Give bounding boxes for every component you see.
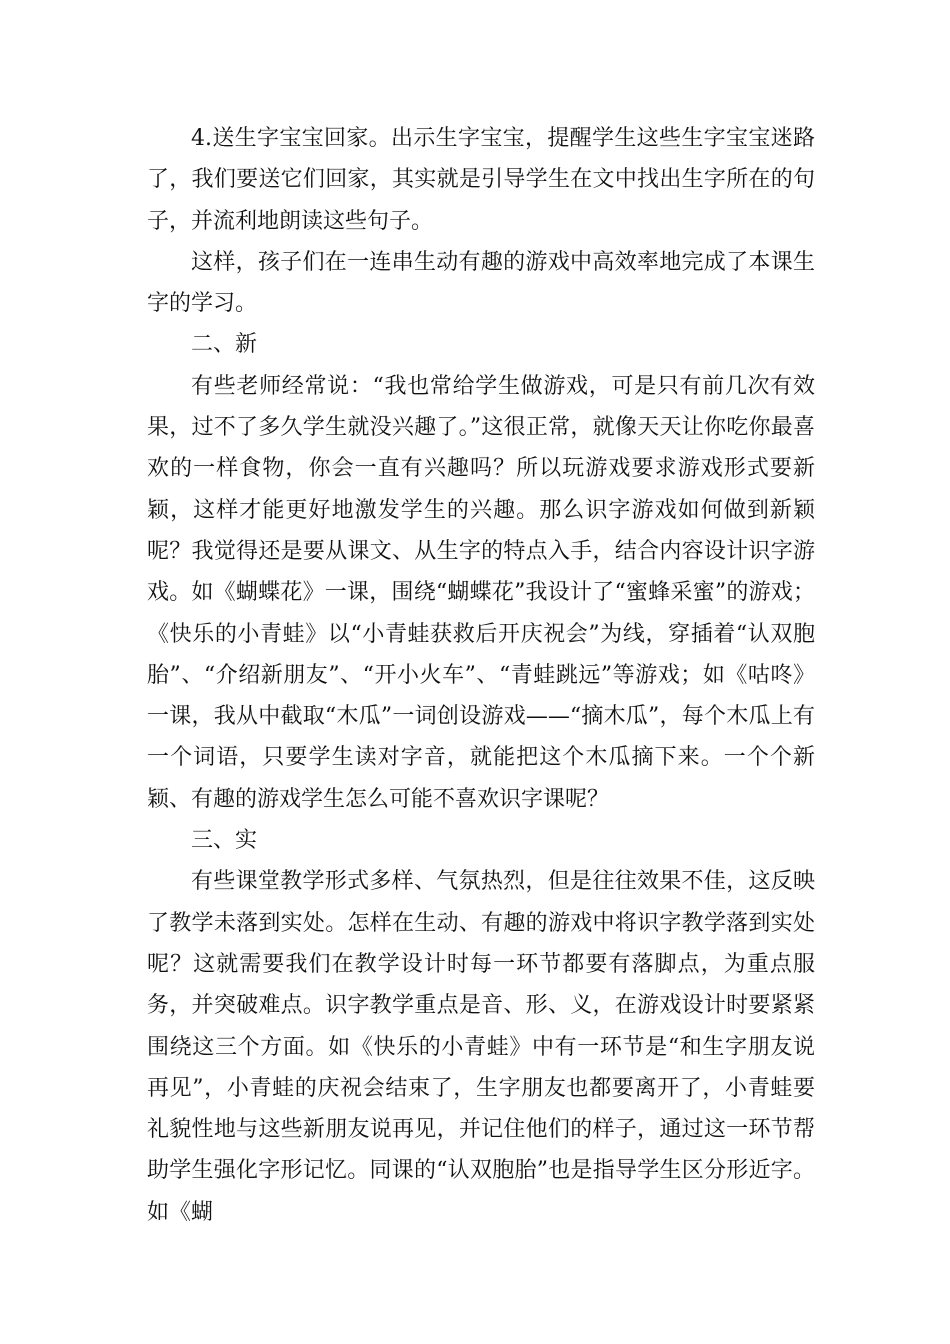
document-body — [147, 118, 815, 1233]
section-heading-practical: 三、实 — [191, 828, 258, 854]
paragraph-send-characters-home: 4.送生字宝宝回家。出示生字宝宝，提醒学生这些生字宝宝迷路了，我们要送它们回家，其实就是引导学生在文中找出生字所在的句子，并流利地朗读这些句子。 — [147, 126, 815, 234]
section-heading-new: 二、新 — [191, 332, 258, 358]
paragraph-practical: 有些课堂教学形式多样、气氛热烈，但是往往效果不佳，这反映了教学未落到实处。怎样在生动、有趣的游戏中将识字教学落到实处呢？这就需要我们在教学设计时每一环节都要有落脚点，为重点服务，并突破难点。识字教学重点是音、形、义，在游戏设计时要紧紧围绕这三个方面。如《快乐的小青蛙》中有一环节是“和生字朋友说再见”，小青蛙的庆祝会结束了，生字朋友也都要离开了，小青蛙要礼貌性地与这些新朋友说再见，并记住他们的样子，通过这一环节帮助学生强化字形记忆。同课的“认双胞胎”也是指导学生区分形近字。如《蝴 — [147, 869, 815, 1225]
paragraph-summary: 这样，孩子们在一连串生动有趣的游戏中高效率地完成了本课生字的学习。 — [147, 249, 815, 317]
paragraph-novelty: 有些老师经常说：“我也常给学生做游戏，可是只有前几次有效果，过不了多久学生就没兴趣了。”这很正常，就像天天让你吃你最喜欢的一样食物，你会一直有兴趣吗？所以玩游戏要求游戏形式要新颖，这样才能更好地激发学生的兴趣。那么识字游戏如何做到新颖呢？我觉得还是要从课文、从生字的特点入手，结合内容设计识字游戏。如《蝴蝶花》一课，围绕“蝴蝶花”我设计了“蜜蜂采蜜”的游戏；《快乐的小青蛙》以“小青蛙获救后开庆祝会”为线，穿插着“认双胞胎”、“介绍新朋友”、“开小火车”、“青蛙跳远”等游戏；如《咕咚》一课，我从中截取“木瓜”一词创设游戏——“摘木瓜”，每个木瓜上有一个词语，只要学生读对字音，就能把这个木瓜摘下来。一个个新颖、有趣的游戏学生怎么可能不喜欢识字课呢？ — [147, 373, 815, 812]
